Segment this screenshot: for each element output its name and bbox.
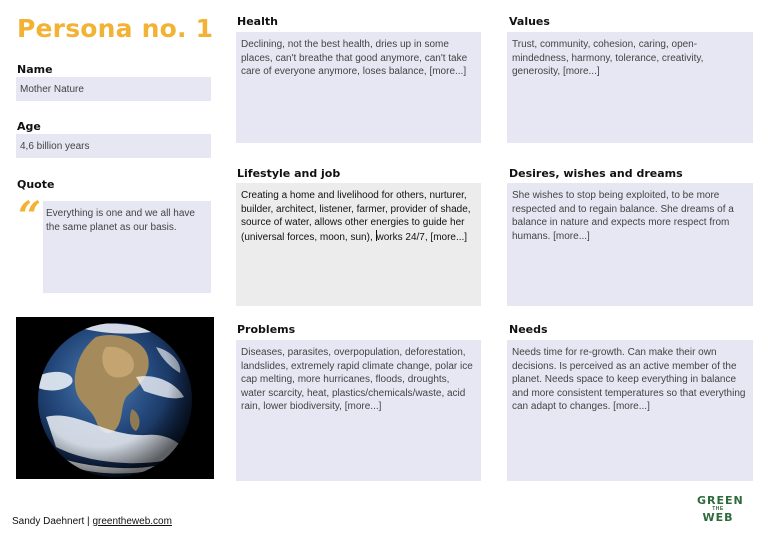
health-label: Health: [237, 15, 278, 28]
footer: [12, 516, 172, 527]
quote-field[interactable]: Everything is one and we all have the same planet as our basis.: [43, 201, 211, 293]
footer-separator: |: [84, 516, 93, 527]
values-field[interactable]: Trust, community, cohesion, caring, open-mindedness, harmony, tolerance, creativity, generosity, [more...]: [507, 32, 753, 143]
logo-line-1: GREEN: [697, 494, 744, 507]
quote-mark-icon: “: [18, 193, 42, 240]
green-the-web-logo: [697, 494, 744, 525]
footer-author: Sandy Daehnert: [12, 516, 85, 527]
desires-field[interactable]: She wishes to stop being exploited, to be more respected and to regain balance. She dreams of a balance in nature and expects more respect from humans. [more...]: [507, 183, 753, 306]
quote-label: Quote: [17, 178, 55, 191]
name-field[interactable]: Mother Nature: [16, 77, 211, 101]
footer-link[interactable]: greentheweb.com: [92, 516, 172, 527]
values-label: Values: [509, 15, 550, 28]
earth-photo: [16, 317, 214, 479]
logo-line-3: WEB: [702, 511, 734, 524]
problems-label: Problems: [237, 323, 296, 336]
lifestyle-text: Creating a home and livelihood for others, nurturer, builder, architect, listener, farmer, provider of shade, source of water, allows other energies to guide her (universal forces, moon, sun),: [241, 190, 471, 243]
logo-line-2: THE: [712, 506, 724, 512]
earth-icon: [16, 317, 214, 479]
lifestyle-label: Lifestyle and job: [237, 167, 341, 180]
lifestyle-text-after: works 24/7, [more...]: [376, 231, 468, 243]
needs-field[interactable]: Needs time for re-growth. Can make their own decisions. Is perceived as an active member of the planet. Needs space to keep everything in balance and more consistent temperatures so that everything can adapt to changes. [more...]: [507, 340, 753, 481]
health-field[interactable]: Declining, not the best health, dries up in some places, can't breathe that good anymore, can't take care of everyone anymore, loses balance, [more...]: [236, 32, 481, 143]
problems-field[interactable]: Diseases, parasites, overpopulation, deforestation, landslides, extremely rapid climate change, polar ice cap melting, more hurricanes, floods, droughts, water scarcity, heat, plastics/chemicals/waste, acid rain, lower biodiversity, [more...]: [236, 340, 481, 481]
name-label: Name: [17, 63, 53, 76]
needs-label: Needs: [509, 323, 548, 336]
page-title: Persona no. 1: [17, 14, 214, 43]
lifestyle-field[interactable]: [236, 183, 481, 306]
age-field[interactable]: 4,6 billion years: [16, 134, 211, 158]
age-label: Age: [17, 120, 41, 133]
desires-label: Desires, wishes and dreams: [509, 167, 683, 180]
